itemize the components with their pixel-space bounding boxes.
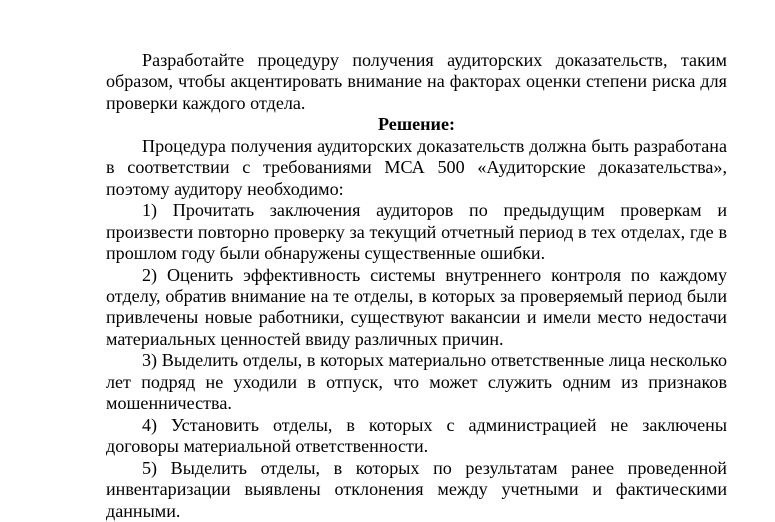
- list-item: 4) Установить отделы, в которых с администрацией не заключены договоры материальной ответственности.: [106, 414, 727, 457]
- list-item: 1) Прочитать заключения аудиторов по предыдущим проверкам и произвести повторно проверку за текущий отчетный период в тех отделах, где в прошлом году были обнаружены существенные ошибки.: [106, 200, 727, 264]
- task-paragraph: Разработайте процедуру получения аудиторских доказательств, таким образом, чтобы акцентировать внимание на факторах оценки степени риска для проверки каждого отдела.: [106, 50, 727, 113]
- document-body: [106, 50, 727, 522]
- solution-heading: Решение:: [377, 114, 456, 135]
- list-item: 5) Выделить отделы, в которых по результатам ранее проведенной инвентаризации выявлены отклонения между учетными и фактическими данными.: [106, 457, 727, 521]
- list-item: 2) Оценить эффективность системы внутреннего контроля по каждому отделу, обратив внимание на те отделы, в которых за проверяемый период были привлечены новые работники, существуют вакансии и имели место недостачи материальных ценностей ввиду различных причин.: [106, 264, 727, 349]
- solution-lead-paragraph: Процедура получения аудиторских доказательств должна быть разработана в соответствии с требованиями МСА 500 «Аудиторские доказательства», поэтому аудитору необходимо:: [106, 135, 727, 199]
- list-item: 3) Выделить отделы, в которых материально ответственные лица несколько лет подряд не уходили в отпуск, что может служить одним из признаков мошенничества.: [106, 350, 727, 414]
